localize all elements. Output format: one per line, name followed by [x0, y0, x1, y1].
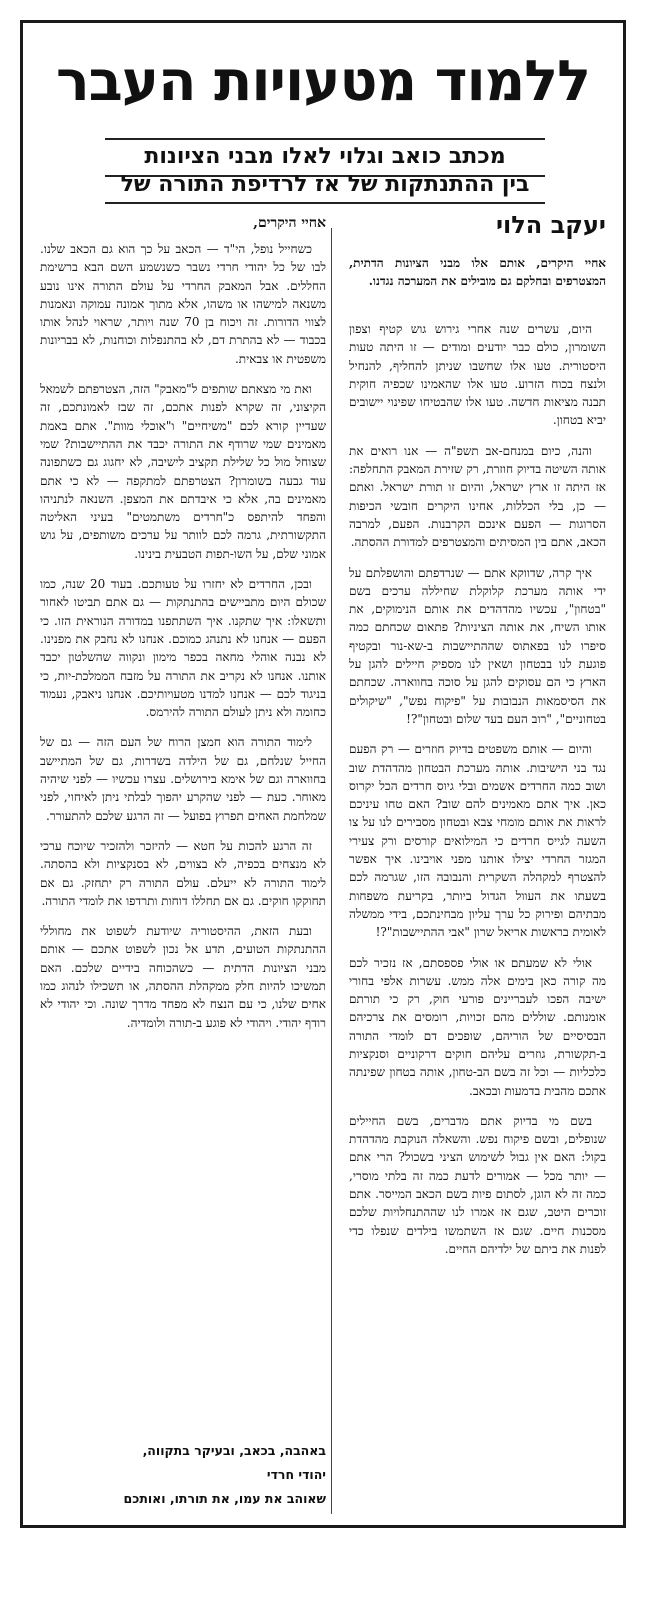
greeting: אחיי היקרים, — [253, 215, 326, 231]
subheadline-line-1: מכתב כואב וגלוי לאלו מבני הציונות — [144, 144, 506, 169]
left-paragraph-3: ובכן, החרדים לא יחזרו על טעותכם. בעוד 20 שנה, כמו שכולם היום מתביישים בהתנתקות — גם אתם תביטו לאחור ותשאלו: איך שתקנו. איך השתתפנו במדורה הנוראית הזו. כי הפעם — אנחנו לא נתנהג כמוכם. אנחנו לא נחבק את מפנינו. לא נבנה אוהלי מחאה בכפר מימון ונקווה שהשלטון יכבד אותנו. אנחנו לא נקריב את התורה על מזבח הממלכת-יות, כי בניגוד לכם — אנחנו למדנו מטעויותיכם. אנחנו ניאבק, נעמוד כחומה ולא ניתן לעולם התורה להירמס. — [40, 577, 326, 720]
signature-line-1: באהבה, בכאב, ובעיקר בתקווה, — [142, 1443, 326, 1458]
left-paragraph-1: כשחייל נופל, הי"ד — הכאב על כך הוא גם הכאב שלנו. לבו של כל יהודי חרדי נשבר כשנשמע השם הבא ברשימת החללים. אבל המאבק החרדי על עולם התורה אינו נובע משנאה למישהו או משהו, אלא מתוך אמונה עמוקה ונאמנות לצווי הדורות. זה ויכוח בן 70 שנה ויותר, שראוי לנהל אותו בכבוד — לא בהתרת דם, לא בהתנפלות וכוחנות, לא בבריונות משפטית או צבאית. — [40, 242, 326, 366]
right-paragraph-2: והנה, כיום במנחם-אב תשפ"ה — אנו רואים את אותה השיטה בדיוק חוזרת, רק שזירת המאבק התחלפה: אז היתה זו ארץ ישראל, והיום זו תורת ישראל. ואתם — כן, בלי הכללות, אחינו היקרים חובשי הכיפות הסרוגות — הפעם אינכם הקרבנות. הפעם, למרבה הכאב, אתם בין המסיתים והמצטרפים למדורת ההסתה. — [349, 443, 606, 550]
headline: ללמוד מטעויות העבר — [55, 49, 591, 114]
left-column — [40, 240, 326, 1438]
left-paragraph-4: לימוד התורה הוא חמצן הרוח של העם הזה — גם של החייל שנלחם, גם של הילדה בשדרות, גם של המתיישב בחווארה וגם של אימא בירושלים. עצרו עכשיו — לפני שיהיה מאוחר. כעת — לפני שהקרע יהפוך לבלתי ניתן לאיחוי, לפני שמלחמת האחים תפרוץ בפועל — זה הרגע שלכם להתעורר. — [40, 735, 326, 823]
signature-line-2: יהודי חרדי — [266, 1467, 326, 1482]
right-paragraph-3: איך קרה, שדווקא אתם — שנרדפתם והושפלתם על ידי אותה מערכת קלוקלת שחיללה ערכים בשם "בטחון", עכשיו מהדהדים את אותם הנימוקים, את אותו השיח, את אותה הציניות? פתאום שכחתם כמה סיפרו לנו בפאתוס שההתיישבות ב-שא-נור ובקטיף פוגעת לנו בבטחון ושאין לנו מספיק חיילים להגן על הארץ כי הם עסוקים להגן על סוכה בחווארה. שכחתם את הסיסמאות הנבובות על "פיקוח נפש", "שיקולים בטחוניים", "רוב העם בעד שלום ובטחון"?! — [349, 565, 606, 726]
subheadline-line-2: בין ההתנתקות של אז לרדיפת התורה של — [120, 172, 530, 197]
signature-line-3: שאוהב את עמו, את תורתו, ואותכם — [123, 1491, 326, 1506]
lede-paragraph: אחיי היקרים, אותם אלו מבני הציונות הדתית, המצטרפים ובחלקם גם מובילים את המערכה נגדנו. — [349, 256, 606, 289]
right-paragraph-6: בשם מי בדיוק אתם מדברים, בשם החיילים שנופלים, ובשם פיקוח נפש. והשאלה הנוקבת מהדהדת בקול: האם אין גבול לשימוש הציני בשכול? הרי אתם — יותר מכל — אמורים לדעת כמה זה בלתי מוסרי, כמה זה לא הוגן, לסתום פיות בשם הכאב המייסר. אתם זוכרים היטב, שגם אז אמרו לנו שההתנחלויות שלכם מסכנות חיים. שגם אז השתמשו בילדים שנפלו כדי לפנות את ביתם של ילדיהם החיים. — [349, 1113, 606, 1256]
author-byline: יעקב הלוי — [495, 211, 606, 239]
right-paragraph-1: היום, עשרים שנה אחרי גירוש גוש קטיף וצפון השומרון, כולם כבר יודעים ומודים — זו היתה טעות היסטורית. טעו אלו שחשבו שניתן להחליף, להנחיל ולנצח בכוח הזרוע. טעו אלו שהאמינו שכפיה חוקית תבנה מציאות חדשה. טעו אלו שהבטיחו שפינוי יישובים יביא בטחון. — [349, 322, 606, 428]
right-paragraph-4: והיום — אותם משפטים בדיוק חוזרים — רק הפעם נגד בני הישיבות. אותה מערכת הבטחון מהדהדת שוב ושוב כמה החרדים אשמים ובלי גיוס חרדים הכל יקרוס כאן. איך אתם מאמינים להם שוב? האם טחו עיניכם לראות את אותם מומחי צבא ובטחון מסבירים לנו על צו השעה לגייס חרדים כי המילואים קורסים ורק צעירי המגזר החרדי יצילו אותנו מפני אויבינו. איך אפשר להצטרף למקהלה השקרית והנבובה הזו, שגרמה לכם בשעתו את העוול הגדול ביותר, בקריעת משפחות מבתיהם ופירוק כל ערך עליון מבחינתכם, בידי ממשלה לאומית בראשות אריאל שרון "אבי ההתיישבות"?! — [349, 742, 606, 940]
right-column — [349, 320, 606, 1510]
left-paragraph-5: זה הרגע להכות על חטא — להיזכר ולהזכיר שיוכח ערכי לא מנצחים בכפיה, לא בצווים, לא בסנקציות ולא בהסתה. לימוד התורה לא ייעלם. עולם התורה רק יתחזק. גם אם תחוקקו חוקים. גם אם תחללו דוחות ותרדפו את לומדי התורה. — [40, 838, 326, 908]
left-paragraph-6: ובעת הזאת, ההיסטוריה שיודעת לשפוט את מחוללי ההתנתקות הטועים, תדע אל נכון לשפוט אתכם — אותם מבני הציונות הדתית — כשהכוחה בידיים שלכם. האם תמשיכו להיות חלק ממקהלת ההסתה, או תשכילו לנהוג כמו אחים שלנו, כי עם הנצח לא מפחד מדרך שונה. וכי יהודי לא רודף יהודי. ויהודי לא פוגע ב-תורה ולומדיה. — [40, 924, 326, 1030]
right-paragraph-5: אולי לא שמעתם או אולי פספסתם, אז נזכיר לכם מה קורה כאן בימים אלה ממש. עשרות אלפי בחורי ישיבה הפכו לעבריינים פורעי חוק, רק כי תורתם אומנותם. שוללים מהם זכויות, רומסים את צרכיהם הבסיסיים של הוריהם, שופכים דם לומדי התורה ב-תקשורת, גוזרים עליהם חוקים דרקוניים וסנקציות כלכליות — וכל זה בשם הב-טחון, אותה בטחון שפינתה אתכם מהבית בדמעות ובכאב. — [349, 955, 606, 1098]
column-divider — [331, 228, 332, 1514]
left-paragraph-2: ואת מי מצאתם שותפים ל"מאבק" הזה, הצטרפתם לשמאל הקיצוני, זה שקרא לפנות אתכם, זה שבז לאמונתכם, זה שעדיין קורא לכם "משיחיים" ו"אוכלי מוות". אתם באמת מאמינים שמי שרודף את התורה יכבד את ההתיישבות? שמי שצוחל מול כל שלילת תקציב לישיבה, לא יחגוג גם כשתפונה עוד גבעה בשומרון? הצטרפתם למתקפה — לא כי אתם מאמינים בה, אלא כי איבדתם את המצפן. השנאה לנתניהו והפחד להיתפס כ"חרדים משתמטים" בעיני האליטה התקשורתית, גרמה לכם לוותר על ערכים משותפים, על גוש אמוני שלם, על השו-תפות הטבעית בינינו. — [40, 382, 326, 561]
subheadline-rule-bottom — [105, 202, 545, 204]
